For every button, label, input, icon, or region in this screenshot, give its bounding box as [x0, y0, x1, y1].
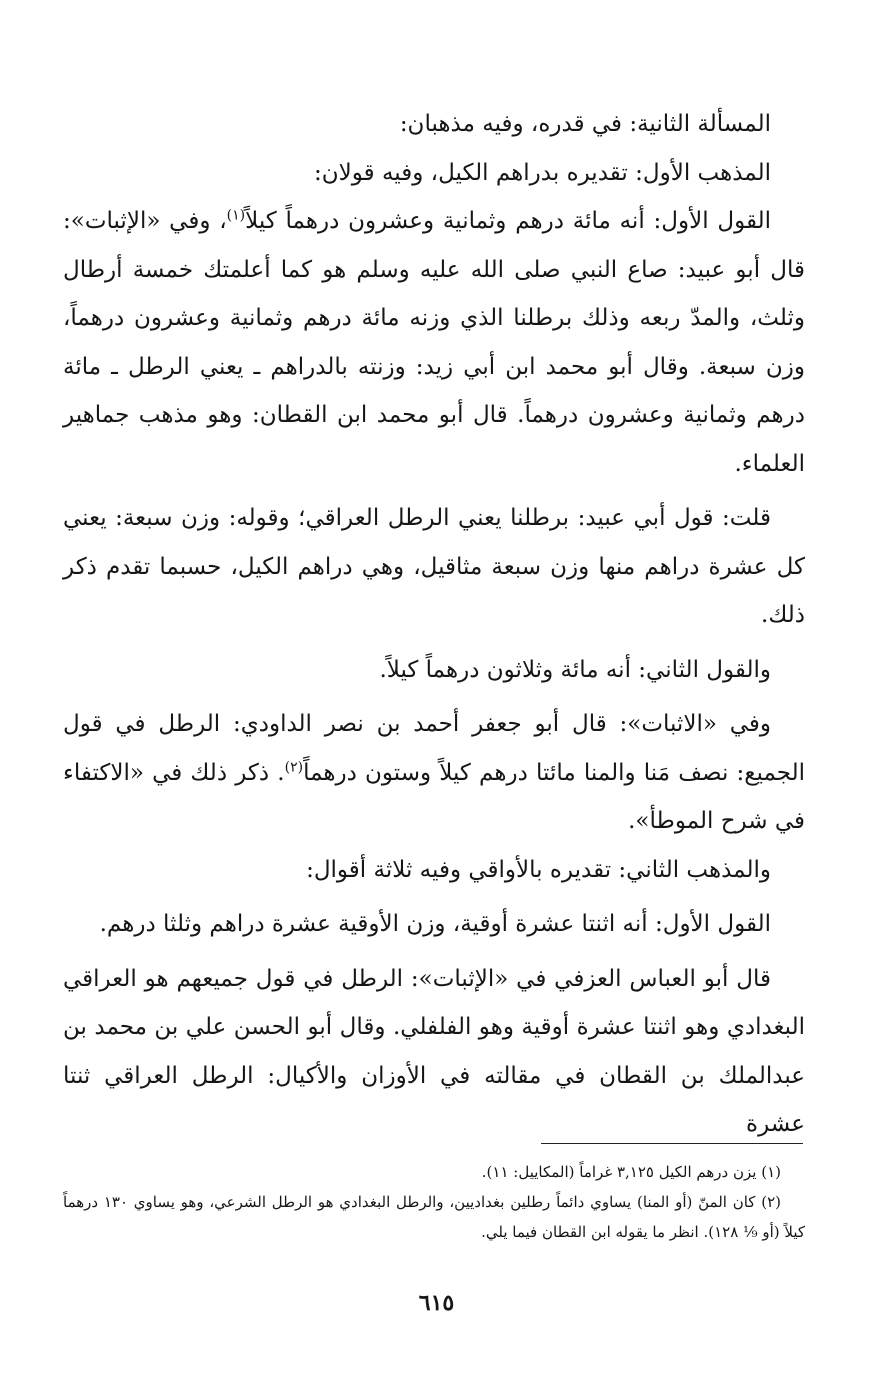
footnote-ref-1[interactable]: (١): [226, 207, 246, 224]
paragraph-6: [63, 700, 805, 846]
paragraph-1: المسألة الثانية: في قدره، وفيه مذهبان:: [399, 111, 771, 137]
paragraph-3-text-a: القول الأول: أنه مائة درهم وثمانية وعشرون درهماً كيلاً: [245, 208, 771, 234]
paragraph-7: والمذهب الثاني: تقديره بالأواقي وفيه ثلاثة أقوال:: [306, 856, 771, 883]
page-number: ٦١٥: [418, 1290, 455, 1316]
paragraph-4: قلت: قول أبي عبيد: برطلنا يعني الرطل العراقي؛ وقوله: وزن سبعة: يعني كل عشرة دراهم منها وزن سبعة مثاقيل، وهي دراهم الكيل، حسبما تقدم ذكر ذلك.: [63, 505, 805, 628]
paragraph-5: والقول الثاني: أنه مائة وثلاثون درهماً كيلاً.: [379, 656, 771, 683]
footnote-separator: [541, 1143, 803, 1144]
paragraph-6-text-b: . ذكر ذلك في «الاكتفاء في شرح الموطأ».: [63, 759, 805, 834]
footnote-2: (٢) كان المنّ (أو المنا) يساوي دائماً رطلين بغداديين، والرطل البغدادي هو الرطل الشرعي، وهو يساوي ١٣٠ درهماً كيلاً (أو ⅑ ١٢٨). انظر ما يقوله ابن القطان فيما يلي.: [63, 1193, 805, 1241]
main-text: [63, 100, 805, 1149]
footnote-ref-2[interactable]: (٢): [284, 758, 304, 775]
paragraph-2: المذهب الأول: تقديره بدراهم الكيل، وفيه قولان:: [314, 159, 771, 186]
paragraph-6-text-a: وفي «الاثبات»: قال أبو جعفر أحمد بن نصر الداودي: الرطل في قول الجميع: نصف مَنا والمنا مائتا درهم كيلاً وستون درهماً: [63, 711, 805, 786]
paragraph-8: القول الأول: أنه اثنتا عشرة أوقية، وزن الأوقية عشرة دراهم وثلثا درهم.: [99, 911, 771, 937]
footnotes: [63, 1157, 805, 1247]
footnote-1: (١) يزن درهم الكيل ٣,١٢٥ غراماً (المكاييل: ١١).: [481, 1163, 781, 1181]
paragraph-9: قال أبو العباس العزفي في «الإثبات»: الرطل في قول جميعهم هو العراقي البغدادي وهو اثنتا عشرة أوقية وهو الفلفلي. وقال أبو الحسن علي بن محمد بن عبدالملك بن القطان في مقالته في الأوزان والأكيال: الرطل العراقي ثنتا عشرة: [63, 965, 805, 1137]
paragraph-3: [63, 197, 805, 488]
paragraph-3-text-b: ، وفي «الإثبات»: قال أبو عبيد: صاع النبي صلى الله عليه وسلم هو كما أعلمتك خمسة أرطال وثلث، والمدّ ربعه وذلك برطلنا الذي وزنه مائة درهم وثمانية وعشرون درهماً، وزن سبعة. وقال أبو محمد ابن أبي زيد: وزنته بالدراهم ـ يعني الرطل ـ مائة درهم وثمانية وعشرون درهماً. قال أبو محمد ابن القطان: وهو مذهب جماهير العلماء.: [63, 208, 805, 477]
